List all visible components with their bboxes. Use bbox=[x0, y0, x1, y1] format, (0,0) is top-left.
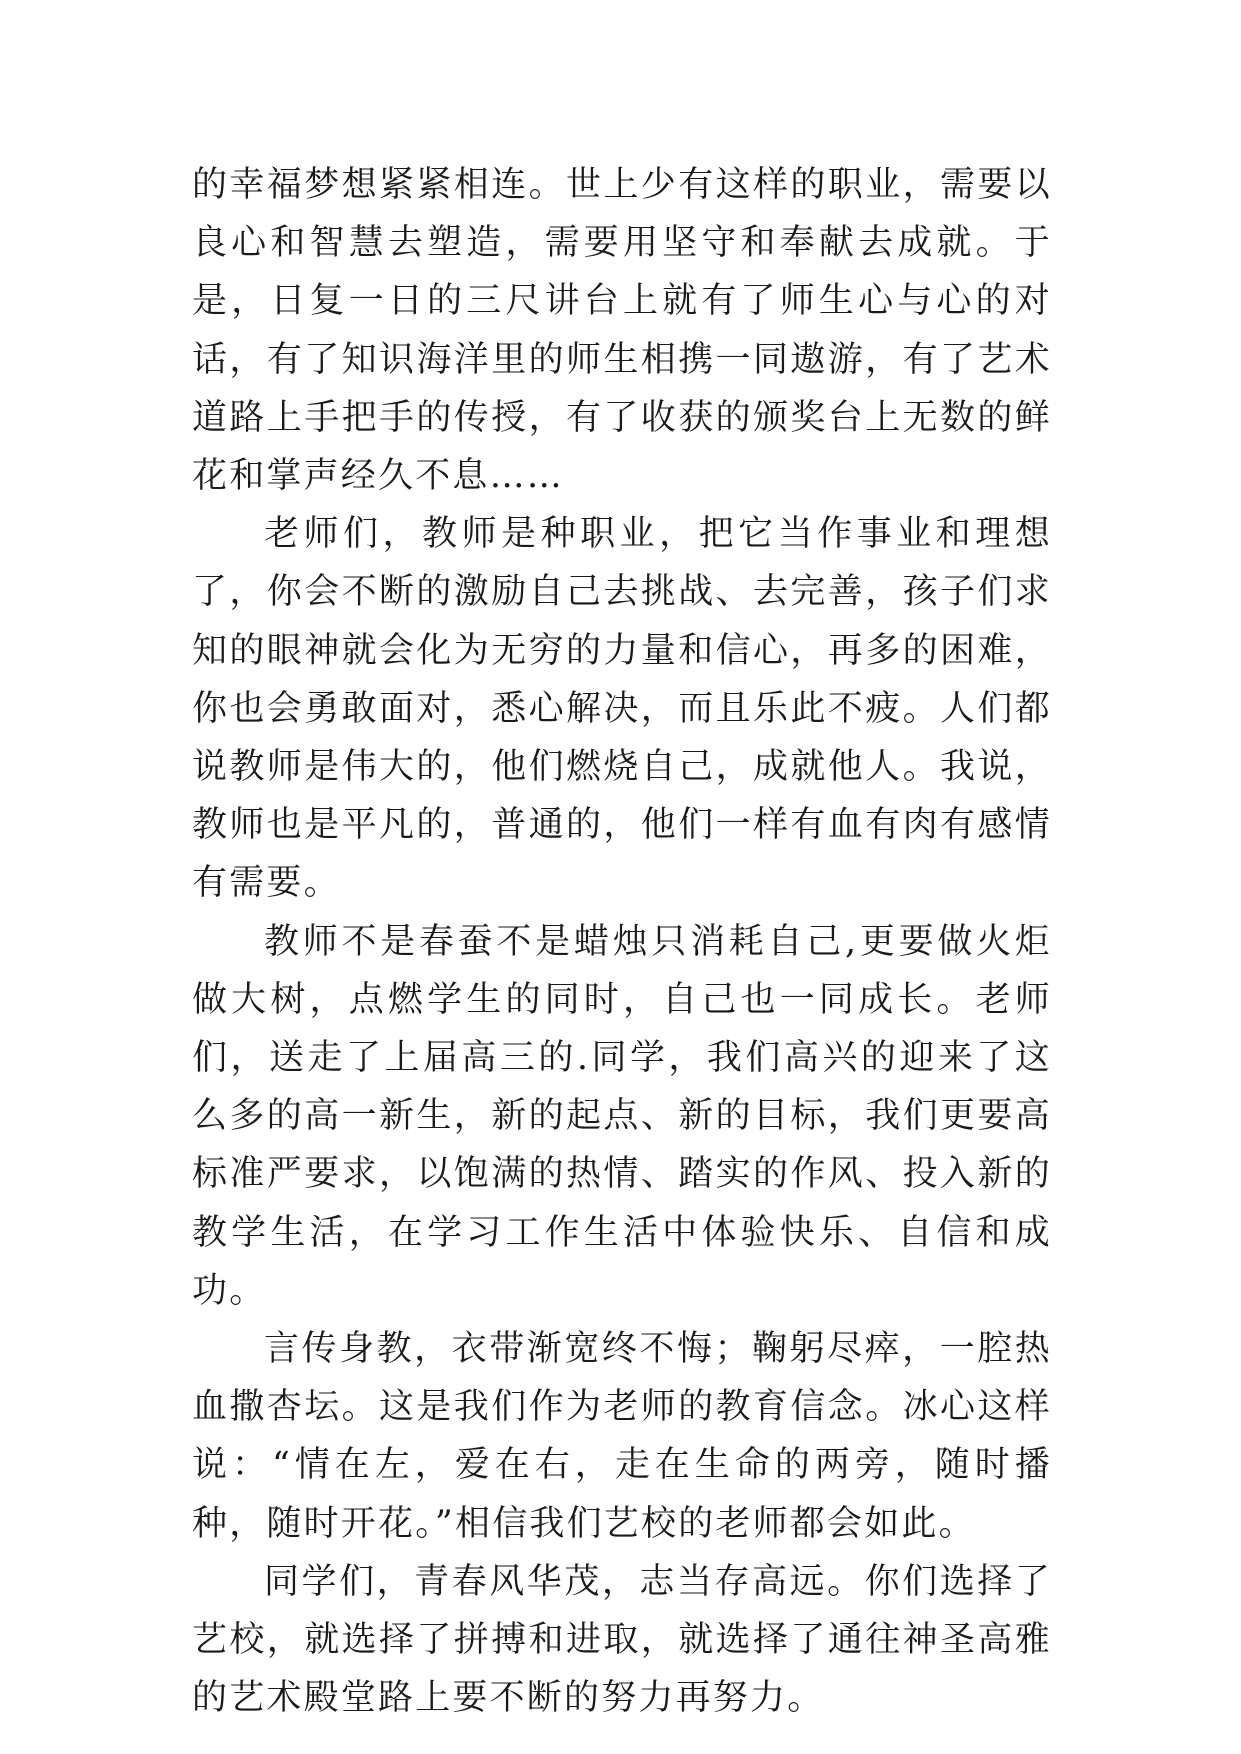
paragraph-4: 言传身教，衣带渐宽终不悔；鞠躬尽瘁，一腔热血撒杏坛。这是我们作为老师的教育信念。冰心这样说：“情在左，爱在右，走在生命的两旁，随时播种，随时开花。”相信我们艺校的老师都会如此。 bbox=[192, 1329, 1052, 1544]
body-text bbox=[192, 156, 1052, 1727]
paragraph-5: 同学们，青春风华茂，志当存高远。你们选择了艺校，就选择了拼搏和进取，就选择了通往神圣高雅的艺术殿堂路上要不断的努力再努力。 bbox=[192, 1561, 1052, 1719]
paragraph-1: 的幸福梦想紧紧相连。世上少有这样的职业，需要以良心和智慧去塑造，需要用坚守和奉献去成就。于是，日复一日的三尺讲台上就有了师生心与心的对话，有了知识海洋里的师生相携一同遨游，有了艺术道路上手把手的传授，有了收获的颁奖台上无数的鲜花和掌声经久不息…… bbox=[192, 165, 1052, 497]
paragraph-2: 老师们，教师是种职业，把它当作事业和理想了，你会不断的激励自己去挑战、去完善，孩子们求知的眼神就会化为无穷的力量和信心，再多的困难，你也会勇敢面对，悉心解决，而且乐此不疲。人们都说教师是伟大的，他们燃烧自己，成就他人。我说，教师也是平凡的，普通的，他们一样有血有肉有感情有需要。 bbox=[192, 514, 1052, 904]
paragraph-3: 教师不是春蚕不是蜡烛只消耗自己,更要做火炬做大树，点燃学生的同时，自己也一同成长。老师们，送走了上届高三的.同学，我们高兴的迎来了这么多的高一新生，新的起点、新的目标，我们更要高标准严要求，以饱满的热情、踏实的作风、投入新的教学生活，在学习工作生活中体验快乐、自信和成功。 bbox=[192, 921, 1052, 1311]
